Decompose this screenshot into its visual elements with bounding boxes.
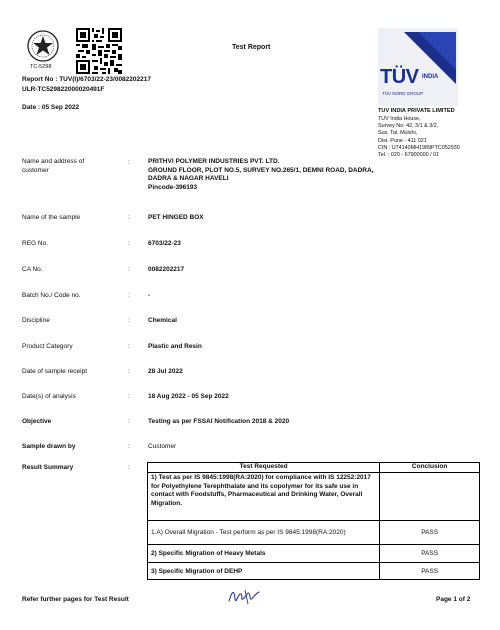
colon: : (128, 393, 130, 400)
sample-drawn-value: Customer (148, 443, 177, 450)
discipline-label: Discipline (22, 317, 50, 324)
signature-icon (226, 585, 262, 607)
conclusion-cell: PASS (380, 545, 480, 563)
table-row (148, 545, 480, 563)
sample-name-label: Name of the sample (22, 214, 81, 221)
tuv-logo (378, 28, 458, 106)
reg-no-value: 6703/22-23 (148, 240, 181, 247)
customer-label: Name and address of customer (22, 158, 85, 174)
analysis-dates-value: 18 Aug 2022 - 05 Sep 2022 (148, 393, 229, 400)
result-table (147, 462, 480, 580)
analysis-dates-label: Date(s) of analysis (22, 393, 76, 400)
conclusion-cell: PASS (380, 521, 480, 545)
ulr-number: ULR-TC529822000020491F (22, 86, 105, 93)
colon: : (128, 292, 130, 299)
conclusion-cell: PASS (380, 563, 480, 580)
objective-value: Testing as per FSSAI Notification 2018 & 2020 (148, 418, 290, 425)
page-title: Test Report (232, 44, 271, 51)
colon: : (128, 418, 130, 425)
product-category-value: Plastic and Resin (148, 343, 202, 350)
test-cell: 2) Specific Migration of Heavy Metals (148, 545, 380, 563)
ca-no-value: 0082202217 (148, 266, 185, 273)
colon: : (128, 240, 130, 247)
colon: : (128, 343, 130, 350)
qr-code-icon (76, 28, 122, 74)
report-number: Report No : TUV(I)/6703/22-23/0082202217 (22, 76, 151, 83)
accreditation-seal-icon (27, 30, 59, 62)
table-header-row (148, 463, 480, 473)
colon: : (128, 214, 130, 221)
logo-sub-text: INDIA (422, 74, 439, 80)
batch-value: - (148, 292, 151, 299)
page-number: Page 1 of 2 (436, 596, 471, 603)
colon: : (128, 368, 130, 375)
sample-drawn-label: Sample drawn by (22, 443, 76, 450)
address-line: TUV India House, (378, 116, 421, 122)
ca-no-label: CA No. (22, 266, 43, 273)
column-header: Test Requested (148, 463, 380, 473)
report-date: Date : 05 Sep 2022 (22, 104, 80, 111)
logo-group-text: TÜV NORD GROUP (382, 91, 424, 96)
result-summary-label: Result Summary (22, 464, 74, 471)
receipt-date-label: Date of sample receipt (22, 368, 88, 375)
receipt-date-value: 28 Jul 2022 (148, 368, 183, 375)
colon: : (128, 266, 130, 273)
seal-code: TC-5298 (30, 64, 52, 70)
sample-name-value: PET HINGED BOX (148, 214, 204, 221)
colon: : (128, 317, 130, 324)
logo-main-text: TÜV (380, 66, 419, 88)
column-header: Conclusion (380, 463, 480, 473)
address-line: Survey No: 42, 3/1 & 3/2, (378, 123, 439, 130)
address-line: Sus, Tal. Mulshi, (378, 130, 418, 137)
colon: : (128, 443, 130, 450)
objective-label: Objective (22, 418, 52, 425)
product-category-label: Product Category (22, 343, 73, 350)
table-row (148, 563, 480, 580)
customer-value: PRITHVI POLYMER INDUSTRIES PVT. LTD. GROUND FLOOR, PLOT NO.5, SURVEY NO.265/1, DEMNI ROAD, DADRA, DADRA & NAGAR HAVELI Pincode-396193 (148, 158, 374, 191)
test-cell: 1.A) Overall Migration - Test perform as per IS 9845:1998(RA:2020) (148, 521, 380, 545)
reg-no-label: REG No. (22, 240, 49, 247)
conclusion-cell (380, 473, 480, 521)
footer-note: Refer further pages for Test Result (22, 596, 129, 603)
address-line: Dist. Pune - 411 021 (378, 137, 427, 144)
colon: : (128, 159, 130, 166)
colon: : (128, 464, 130, 471)
discipline-value: Chemical (148, 317, 177, 324)
test-cell: 3) Specific Migration of DEHP (148, 563, 380, 580)
test-cell: 1) Test as per IS 9845:1998(RA:2020) for compliance with IS 12252:2017 for Polyethylene Terephthalate and its copolymer for its safe use in contact with Foodstuffs, Pharmaceutical and Drinking Water, Overall Migration. (148, 473, 380, 521)
address-line: CIN : U74140MH1989PTC052930 (378, 144, 460, 151)
address-line: Tel. : 020 - 67900000 / 01 (378, 152, 440, 159)
company-address (378, 116, 460, 159)
company-name: TUV INDIA PRIVATE LIMITED (378, 108, 455, 114)
batch-label: Batch No./ Code no. (22, 292, 81, 299)
table-row (148, 473, 480, 521)
table-row (148, 521, 480, 545)
